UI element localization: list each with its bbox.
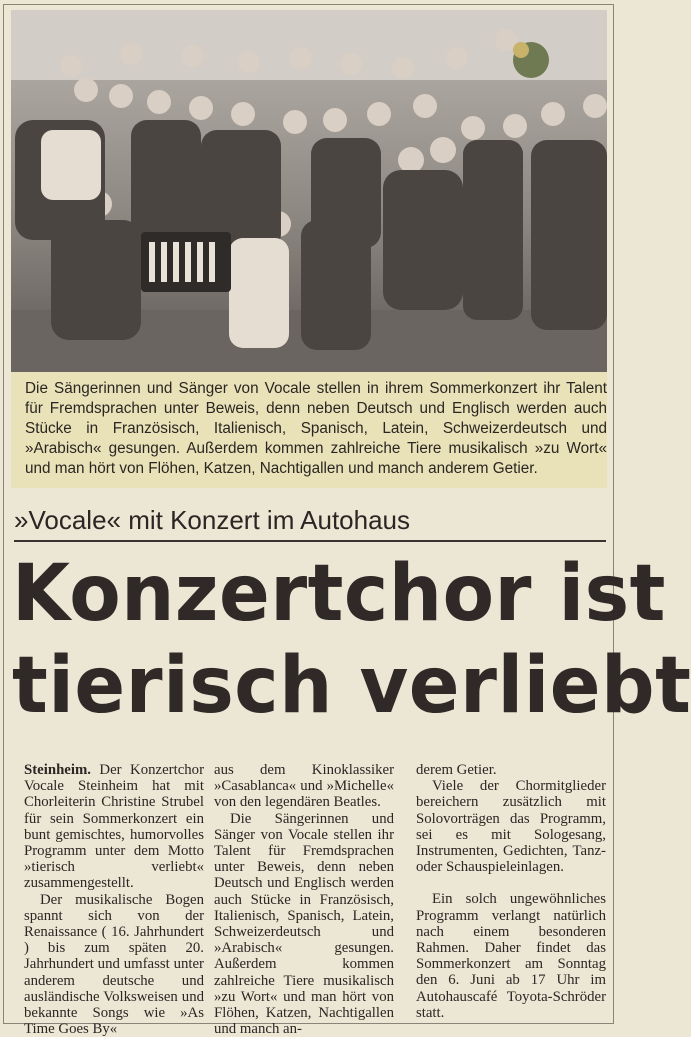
dateline: Steinheim. xyxy=(24,762,91,778)
photo-caption: Die Sängerinnen und Sänger von Vocale stellen in ihrem Sommerkonzert ihr Talent für Fremdsprachen unter Beweis, denn neben Deutsch und Englisch werden auch Stücke in Französisch, Italienisch, Spanisch, Latein, Schweizerdeutsch und »Arabisch« gesungen. Außerdem kommen zahlreiche Tiere musikalisch »zu Wort« und man hört von Flöhen, Katzen, Nachtigallen und manch anderem Getier. xyxy=(25,380,607,477)
article-paragraph xyxy=(24,762,204,892)
kicker-rule xyxy=(14,540,606,542)
article-paragraph: Viele der Chormitglieder bereichern zusätzlich mit Solovorträgen das Programm, sei es mit Sologesang, Instrumenten, Gedichten, Tanz- oder Schauspieleinlagen. xyxy=(416,778,606,876)
article-paragraph: aus dem Kinoklassiker »Casablanca« und »Michelle« von den legendären Beatles. xyxy=(214,762,394,811)
headline-line-1: Konzertchor ist xyxy=(12,549,666,639)
article-column-3 xyxy=(416,762,606,1021)
article-text: Der Konzertchor Vocale Steinheim hat mit Chorleiterin Christine Strubel für sein Sommerkonzert ein bunt gemischtes, humorvolles Programm unter dem Motto »tierisch verliebt« zusammengestellt. xyxy=(24,762,204,892)
article-paragraph: Die Sängerinnen und Sänger von Vocale stellen ihr Talent für Fremdsprachen unter Beweis, denn neben Deutsch und Englisch werden auch Stücke in Französisch, Italienisch, Spanisch, Latein, Schweizerdeutsch und »Arabisch« gesungen. Außerdem kommen zahlreiche Tiere musikalisch »zu Wort« und man hört von Flöhen, Katzen, Nachtigallen und manch an- xyxy=(214,810,394,1037)
kicker-headline: »Vocale« mit Konzert im Autohaus xyxy=(14,505,411,535)
choir-group-photo xyxy=(11,10,607,372)
article-paragraph: derem Getier. xyxy=(416,762,497,778)
article-column-1 xyxy=(24,762,204,1037)
headline-line-2: tierisch verliebt xyxy=(12,641,691,731)
article-column-2 xyxy=(214,762,394,1037)
article-paragraph: Der musikalische Bogen spannt sich von der Renaissance ( 16. Jahrhundert ) bis zum späten 20. Jahrhundert und umfasst unter anderem deutsche und ausländische Volksweisen und bekannte Songs wie »As Time Goes By« xyxy=(24,891,204,1037)
article-paragraph: Ein solch ungewöhnliches Programm verlangt natürlich nach einem besonderen Rahmen. Daher findet das Sommerkonzert am Sonntag den 6. Juni ab 17 Uhr im Autohauscafé Toyota-Schröder statt. xyxy=(416,891,606,1021)
choir-photo-illustration xyxy=(11,10,607,372)
